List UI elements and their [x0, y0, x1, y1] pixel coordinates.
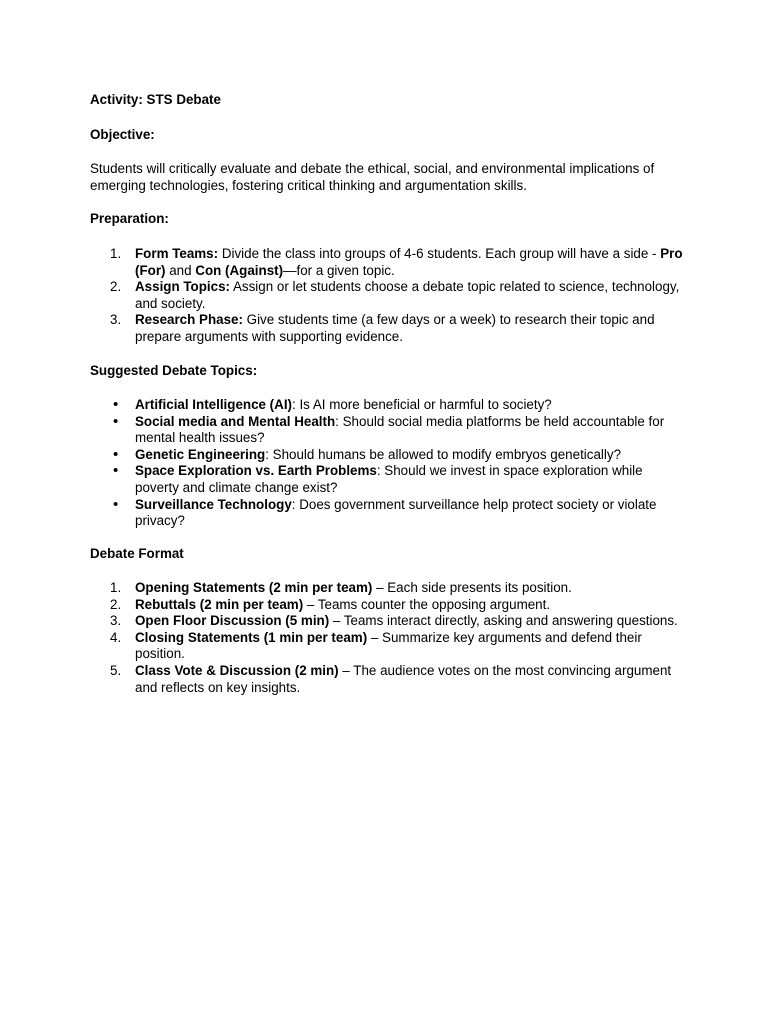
bullet-icon: • [113, 396, 119, 413]
preparation-item [90, 312, 690, 345]
format-item [90, 630, 690, 663]
format-item [90, 597, 690, 614]
bullet-icon: • [113, 412, 119, 430]
topic-label: Artificial Intelligence (AI) [135, 397, 292, 412]
format-text: – Teams interact directly, asking and answering questions. [329, 613, 678, 629]
topic-text: : Should humans be allowed to modify embryos genetically? [265, 446, 622, 462]
objective-heading: Objective: [90, 127, 155, 142]
item-label-pro: Pro (For) [135, 246, 683, 278]
item-number: 2. [110, 279, 122, 295]
format-label: Closing Statements (1 min per team) [135, 629, 368, 645]
topic-item [90, 463, 690, 496]
topic-item [90, 414, 690, 447]
item-text: Divide the class into groups of 4-6 students. Each group will have a side - [218, 246, 661, 261]
item-label-con: Con (Against) [195, 262, 284, 278]
format-item [90, 663, 690, 696]
preparation-list [90, 246, 690, 346]
topic-item [90, 447, 690, 464]
activity-title: Activity: STS Debate [90, 92, 221, 107]
item-text: Give students time (a few days or a week) to research their topic and prepare arguments with supporting evidence. [135, 312, 655, 344]
format-text: – Teams counter the opposing argument. [303, 596, 551, 612]
item-label: Assign Topics: [135, 279, 230, 295]
bullet-icon: • [113, 445, 119, 463]
topic-label: Surveillance Technology [135, 496, 292, 512]
topic-text: : Does government surveillance help protect society or violate privacy? [135, 496, 657, 529]
item-number: 1. [110, 246, 122, 261]
format-label: Rebuttals (2 min per team) [135, 596, 304, 612]
format-label: Open Floor Discussion (5 min) [135, 613, 330, 629]
topic-label: Social media and Mental Health [135, 413, 336, 429]
topics-heading: Suggested Debate Topics: [90, 363, 258, 378]
topic-text: : Should we invest in space exploration while poverty and climate change exist? [135, 463, 643, 495]
bullet-icon: • [113, 495, 119, 513]
item-number: 3. [110, 312, 122, 328]
item-number: 3. [110, 613, 122, 629]
format-item [90, 580, 690, 597]
bullet-icon: • [113, 462, 119, 480]
format-label: Opening Statements (2 min per team) [135, 580, 373, 595]
format-text: – Each side presents its position. [372, 580, 572, 595]
item-number: 1. [110, 580, 122, 595]
topics-list [90, 397, 690, 530]
topic-label: Space Exploration vs. Earth Problems [135, 463, 377, 479]
objective-text: Students will critically evaluate and debate the ethical, social, and environmental implications of emerging technologies, fostering critical thinking and argumentation skills. [90, 161, 655, 193]
item-text: —for a given topic. [283, 262, 395, 278]
topic-item [90, 497, 690, 530]
preparation-item [90, 246, 690, 279]
topic-text: : Is AI more beneficial or harmful to society? [292, 397, 552, 412]
format-text: – Summarize key arguments and defend their position. [135, 629, 642, 662]
topic-item [90, 397, 690, 414]
format-heading: Debate Format [90, 546, 184, 561]
item-number: 2. [110, 596, 122, 612]
item-number: 4. [110, 629, 122, 645]
format-label: Class Vote & Discussion (2 min) [135, 662, 339, 678]
preparation-heading: Preparation: [90, 211, 169, 226]
preparation-item [90, 279, 690, 312]
item-label: Research Phase: [135, 312, 243, 328]
format-item [90, 613, 690, 630]
item-text: and [165, 262, 196, 278]
format-text: – The audience votes on the most convincing argument and reflects on key insights. [135, 662, 672, 695]
topic-label: Genetic Engineering [135, 446, 266, 462]
item-text: Assign or let students choose a debate topic related to science, technology, and society. [135, 279, 680, 311]
item-number: 5. [110, 662, 122, 678]
topic-text: : Should social media platforms be held accountable for mental health issues? [135, 413, 665, 446]
item-label: Form Teams: [135, 246, 219, 261]
format-list [90, 580, 690, 696]
